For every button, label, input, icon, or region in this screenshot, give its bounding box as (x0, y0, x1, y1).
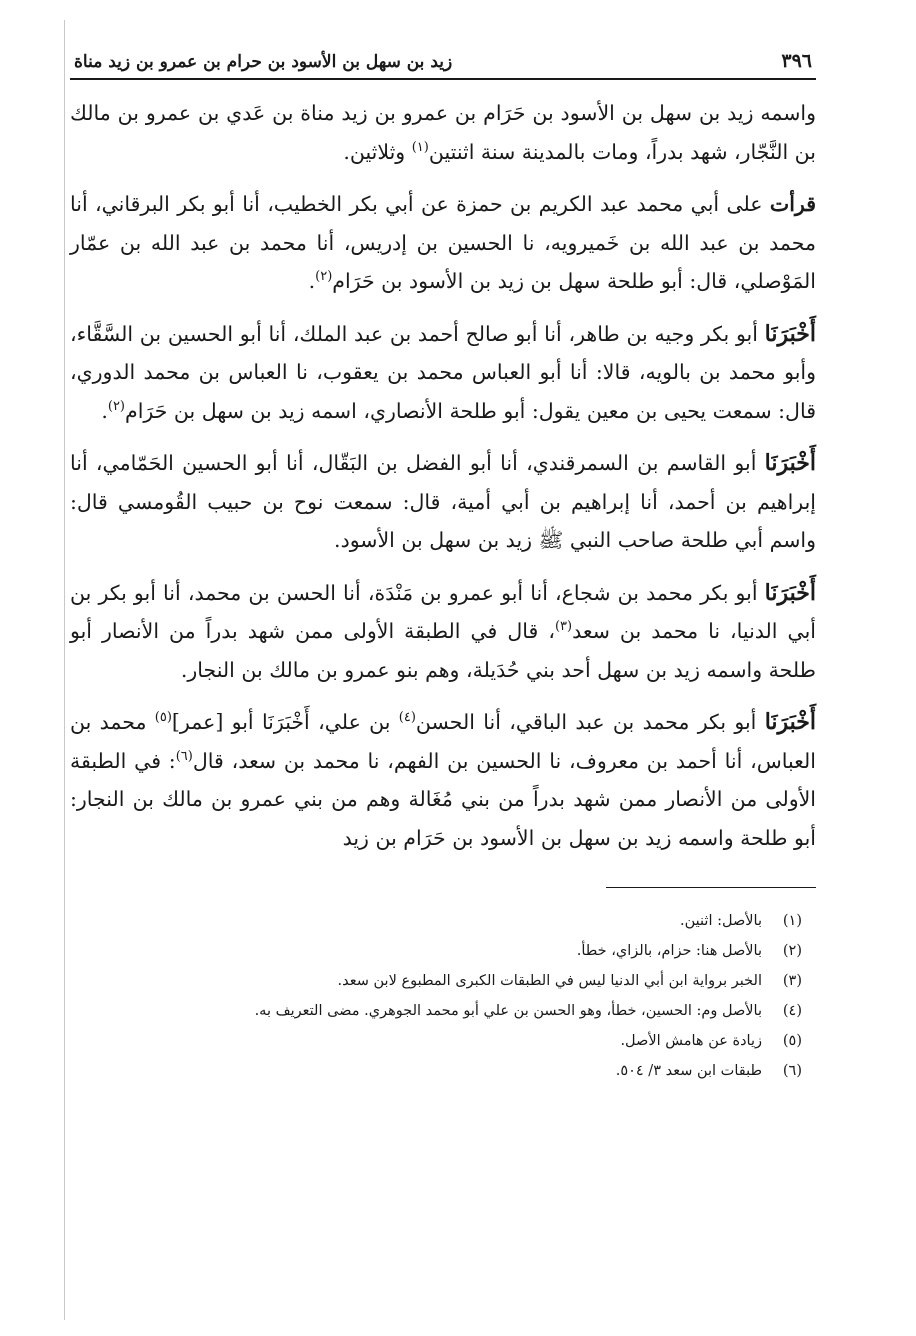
footnote-ref: (٤) (398, 710, 416, 726)
paragraph (70, 444, 816, 560)
paragraph-text: . (101, 398, 108, 423)
footnote-item (70, 966, 802, 996)
footnote-item (70, 996, 802, 1026)
footnote-number: (١) (782, 913, 802, 929)
paragraph (70, 703, 816, 857)
body-text (70, 94, 816, 857)
footnote-ref: (٢) (315, 269, 333, 285)
akhbarana-keyword: أَخْبَرَنَا (764, 320, 816, 347)
page-edge-line (64, 20, 65, 1320)
paragraph-text: وثلاثين. (343, 139, 412, 164)
akhbarana-keyword: أَخْبَرَنَا (764, 709, 817, 735)
footnote-item (70, 1026, 802, 1056)
running-head: زيد بن سهل بن الأسود بن حرام بن عمرو بن زيد مناة (74, 52, 453, 72)
footnote-text: طبقات ابن سعد ٣/ ٥٠٤. (615, 1063, 762, 1079)
footnote-text: بالأصل وم: الحسين، خطأ، وهو الحسن بن علي أبو محمد الجوهري. مضى التعريف به. (254, 1003, 762, 1019)
footnotes-list (70, 906, 816, 1086)
paragraph-text: واسمه زيد بن سهل بن الأسود بن حَرَام بن عمرو بن زيد مناة بن عَدي بن عمرو بن مالك بن النَّجّار، شهد بدراً، ومات بالمدينة سنة اثنتين (70, 101, 816, 164)
footnote-item (70, 1056, 802, 1086)
akhbarana-keyword: أَخْبَرَنَا (764, 450, 816, 476)
paragraph (70, 574, 816, 690)
footnote-ref: (٦) (175, 748, 193, 764)
footnote-text: بالأصل هنا: حزام، بالزاي، خطأ. (576, 943, 762, 959)
footnote-item (70, 936, 802, 966)
footnote-ref: (١) (411, 139, 429, 155)
paragraph-text: أبو القاسم بن السمرقندي، أنا أبو الفضل بن البَقّال، أنا أبو الحسين الحَمّامي، أنا إبراهيم بن أحمد، أنا إبراهيم بن أبي أمية، قال: سمعت نوح بن حبيب القُومسي قال: واسم أبي طلحة صاحب النبي ﷺ زيد بن سهل بن الأسود. (70, 451, 816, 552)
akhbarana-keyword: أَخْبَرَنَا (764, 579, 816, 606)
footnote-text: زيادة عن هامش الأصل. (620, 1033, 762, 1049)
paragraph-text: ، قال في الطبقة الأولى ممن شهد بدراً من الأنصار أبو طلحة واسمه زيد بن سهل أحد بني حُدَيلة، وهم بنو عمرو بن مالك بن النجار. (70, 619, 816, 682)
paragraph-text: أبو بكر محمد بن شجاع، أنا أبو عمرو بن مَنْدَة، أنا الحسن بن محمد، أنا أبو بكر بن أبي الدنيا، نا محمد بن سعد (70, 580, 816, 643)
page-header (70, 50, 816, 80)
paragraph-text: محمد بن العباس، أنا أحمد بن معروف، نا الحسين بن الفهم، نا محمد بن سعد، قال (70, 710, 816, 773)
paragraph-text: أبو بكر وجيه بن طاهر، أنا أبو صالح أحمد بن عبد الملك، أنا أبو الحسين بن السَّقَّاء، وأبو محمد بن بالويه، قالا: أنا أبو العباس محمد بن يعقوب، نا العباس بن محمد الدوري، قال: سمعت يحيى بن معين يقول: أبو طلحة الأنصاري، اسمه زيد بن سهل بن حَرَام (70, 321, 816, 423)
paragraph-text: . (308, 269, 316, 293)
footnote-number: (٣) (782, 973, 802, 989)
footnote-ref: (٣) (554, 619, 573, 635)
footnote-number: (٢) (782, 943, 802, 959)
footnote-item (70, 906, 802, 936)
footnote-text: الخبر برواية ابن أبي الدنيا ليس في الطبقات الكبرى المطبوع لابن سعد. (337, 973, 762, 989)
footnote-number: (٥) (782, 1033, 802, 1049)
footnote-number: (٦) (782, 1063, 802, 1079)
footnote-ref: (٥) (154, 710, 172, 726)
paragraph-text: أبو بكر محمد بن عبد الباقي، أنا الحسن (415, 710, 765, 734)
paragraph-text: : في الطبقة الأولى من الأنصار ممن شهد بدراً من بني مُغَالة وهم من بني عمرو بن مالك بن النجار: أبو طلحة واسمه زيد بن سهل بن الأسود بن حَرَام بن زيد (70, 748, 816, 850)
footnote-rule (606, 887, 816, 888)
book-page (70, 50, 816, 1086)
paragraph (70, 94, 816, 171)
paragraph (70, 185, 816, 301)
footnote-ref: (٢) (107, 398, 125, 414)
paragraph (70, 315, 816, 431)
paragraph-text: بن علي، أَخْبَرَنَا أبو [عمر] (171, 710, 399, 734)
footnote-text: بالأصل: اثنين. (680, 913, 762, 929)
paragraph-text: على أبي محمد عبد الكريم بن حمزة عن أبي بكر الخطيب، أنا أبو بكر البرقاني، أنا محمد بن عبد الله بن خَميرويه، نا الحسين بن إدريس، أنا محمد بن عبد الله بن عمّار المَوْصلي، قال: أبو طلحة سهل بن زيد بن الأسود بن حَرَام (70, 192, 816, 293)
qaraat-keyword: قرأت (769, 192, 816, 216)
footnote-number: (٤) (782, 1003, 802, 1019)
page-number: ٣٩٦ (781, 50, 812, 72)
